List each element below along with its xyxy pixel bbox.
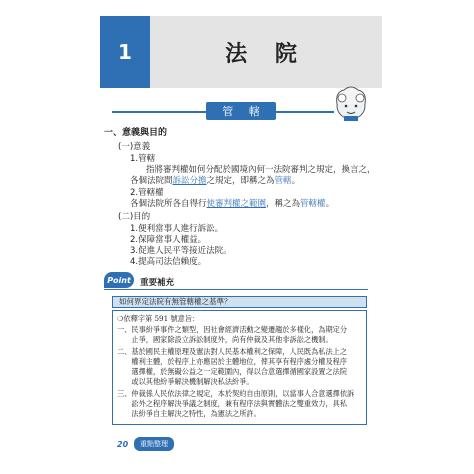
item-jurisdiction-title: 1.管轄 (130, 154, 156, 164)
highlight-term: 訴訟分擔 (172, 176, 207, 186)
answer-line: 一、民事紛爭事件之類型，因社會經濟活動之變遷趨於多樣化，為期定分 (117, 325, 348, 334)
purpose-item: 4.提高司法信賴度。 (130, 257, 207, 267)
item-jurisdiction-line2 (130, 176, 300, 186)
heading-meaning-and-purpose: 一、意義與目的 (104, 128, 168, 138)
text-segment: 。 (325, 199, 335, 209)
page-number: 20 (117, 440, 129, 449)
answer-line: 止爭，國家除設立訴訟制度外，尚有仲裁及其他非訴訟之機制。 (117, 335, 333, 344)
text-segment: 各個法院所各自得行 (130, 199, 207, 209)
answer-line: 訟外之程序解決爭議之制度，兼有程序法與實體法之雙重效力，具私 (117, 399, 348, 408)
answer-line: 三、仲裁係人民依法律之規定，本於契約自由原則，以當事人合意選擇依訴 (117, 389, 355, 398)
item-jurisdiction-power-line (130, 199, 334, 209)
answer-box (112, 310, 367, 425)
point-title: 重要補充 (140, 278, 175, 288)
chapter-number: 1 (100, 16, 150, 88)
highlight-term: 使審判權之範圍 (206, 199, 267, 209)
key-term: 管轄權 (300, 199, 326, 209)
answer-line: 權利主體，於程序上亦應居於主體地位，俾其享有程序處分權及程序 (117, 357, 348, 366)
question-bar: 如何界定法院有無管轄權之基準？ (112, 296, 367, 308)
footer-tag: 重點整理 (134, 437, 174, 451)
answer-line: 或以其他紛爭解決機制解決私法紛爭。 (117, 377, 254, 386)
chapter-title: 法 院 (225, 40, 307, 67)
answer-line: ❍依釋字第 591 號意旨： (117, 314, 200, 323)
text-segment: 。 (291, 176, 301, 186)
purpose-item: 1.便利當事人進行訴訟。 (130, 224, 224, 234)
point-badge: Point (104, 272, 134, 288)
text-segment: 之規定，即稱之為 (206, 176, 275, 186)
purpose-item: 2.保障當事人權益。 (130, 235, 207, 245)
subheading-purpose: (二)目的 (118, 212, 151, 222)
point-divider (104, 289, 368, 290)
item-jurisdiction-line1: 指將審判權如何分配於國境內何一法院審判之規定，換言之， (146, 165, 376, 175)
answer-line: 二、基於國民主權原理及憲法對人民基本權利之保障，人民既為私法上之 (117, 347, 348, 356)
answer-line: 法紛爭自主解決之特性，為憲法之所許。 (117, 409, 261, 418)
key-term: 管轄 (274, 176, 292, 186)
purpose-item: 3.促進人民平等接近法院。 (130, 246, 232, 256)
item-jurisdiction-power-title: 2.管轄權 (130, 188, 164, 198)
answer-line: 選擇權，於無礙公益之一定範圍內，得以合意選擇循國家設置之法院 (117, 367, 348, 376)
judge-mascot-icon (330, 82, 372, 122)
text-segment: ，稱之為 (266, 199, 301, 209)
subheading-meaning: (一)意義 (118, 142, 151, 152)
section-title: 管 轄 (206, 102, 276, 120)
text-segment: 各個法院間 (130, 176, 173, 186)
